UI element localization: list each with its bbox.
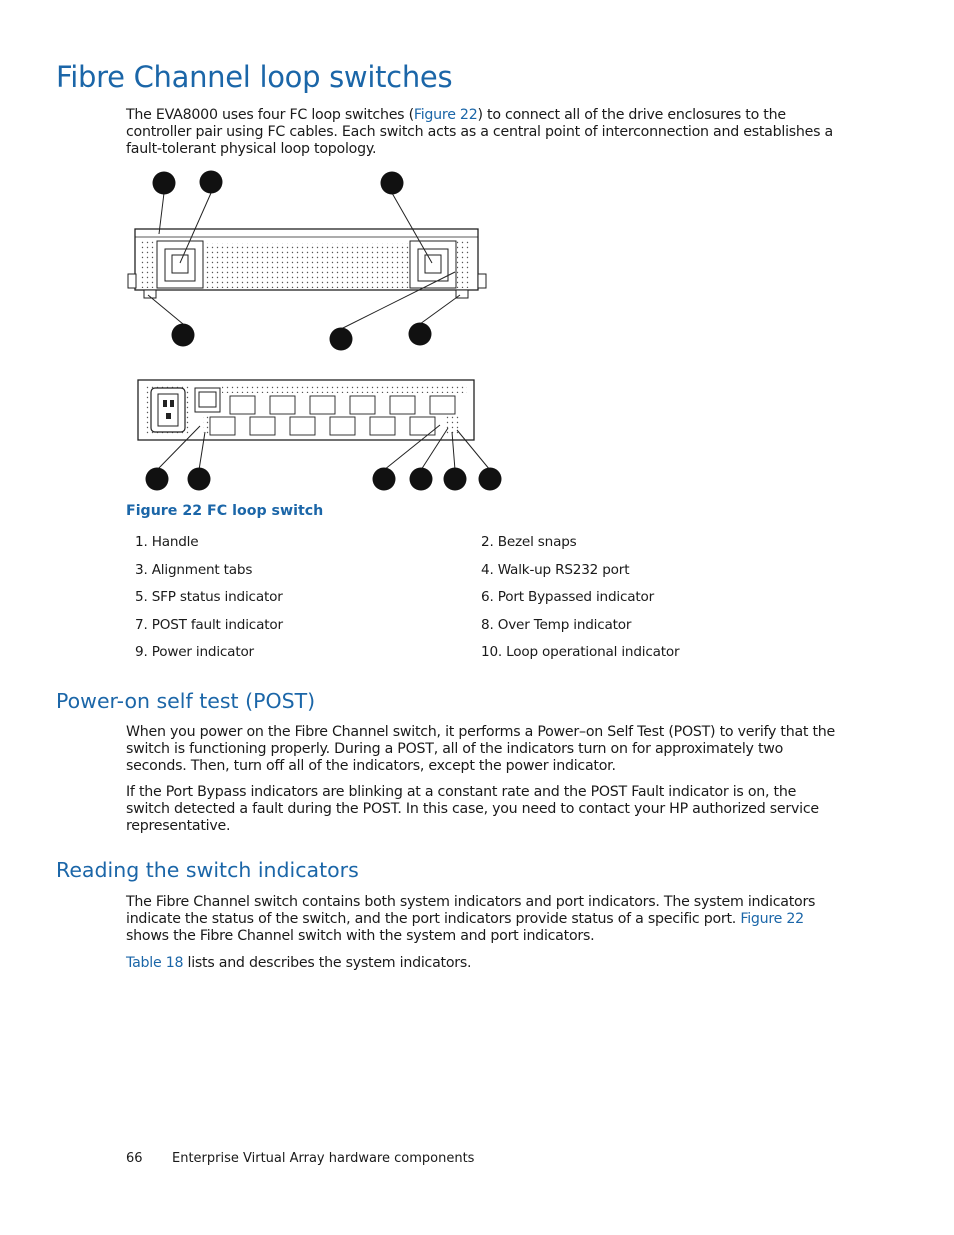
figure-22-link[interactable]: Figure 22 bbox=[740, 911, 804, 928]
reading-section-heading: Reading the switch indicators bbox=[56, 858, 359, 882]
reading-text-after: shows the Fibre Channel switch with the system and port indicators. bbox=[126, 928, 595, 945]
page-number: 66 bbox=[126, 1151, 143, 1166]
reading-text-after: lists and describes the system indicators. bbox=[183, 955, 472, 971]
switch-front-view bbox=[128, 229, 486, 298]
post-paragraph-1: When you power on the Fibre Channel switch, it performs a Power–on Self Test (POST) to verify that the switch is functioning properly. During a POST, all of the indicators turn on for approximately two seconds. Then, turn off all of the indicators, except the power indicator. bbox=[126, 724, 836, 775]
legend-item: 7. POST fault indicator bbox=[135, 616, 283, 633]
legend-item: 10. Loop operational indicator bbox=[481, 644, 680, 660]
figure-22-link[interactable]: Figure 22 bbox=[413, 107, 478, 123]
switch-rear-view bbox=[138, 380, 474, 440]
intro-text-after: ) to connect all of the drive enclosures to the controller pair using FC cables. Each switch acts as a central point of interconnection and establishes a fault-tolerant physical loop topology. bbox=[126, 107, 833, 158]
page-footer bbox=[126, 1151, 474, 1166]
legend-item: 3. Alignment tabs bbox=[135, 561, 253, 578]
reading-paragraph-1 bbox=[126, 894, 836, 946]
legend-item: 5. SFP status indicator bbox=[135, 589, 283, 605]
figure-caption: Figure 22 FC loop switch bbox=[126, 503, 324, 519]
legend-item: 6. Port Bypassed indicator bbox=[481, 589, 655, 605]
legend-item: 1. Handle bbox=[135, 534, 199, 550]
table-18-link[interactable]: Table 18 bbox=[126, 955, 184, 971]
intro-text-before: The EVA8000 uses four FC loop switches ( bbox=[126, 107, 414, 123]
rear-view-callouts bbox=[146, 468, 502, 491]
legend-item: 2. Bezel snaps bbox=[481, 534, 577, 550]
legend-item: 9. Power indicator bbox=[135, 644, 254, 660]
page-title: Fibre Channel loop switches bbox=[56, 60, 453, 94]
legend-item: 4. Walk-up RS232 port bbox=[481, 561, 630, 578]
fc-loop-switch-figure bbox=[0, 0, 954, 500]
figure-legend bbox=[126, 533, 826, 661]
post-section-heading: Power-on self test (POST) bbox=[56, 689, 316, 713]
legend-item: 8. Over Temp indicator bbox=[481, 616, 632, 633]
chapter-title: Enterprise Virtual Array hardware components bbox=[172, 1151, 475, 1166]
reading-paragraph-2 bbox=[126, 955, 836, 972]
post-paragraph-2: If the Port Bypass indicators are blinking at a constant rate and the POST Fault indicator is on, the switch detected a fault during the POST. In this case, you need to contact your HP authorized service representative. bbox=[126, 784, 819, 835]
reading-text-before: The Fibre Channel switch contains both system indicators and port indicators. The system indicators indicate the status of the switch, and the port indicators provide status of a specific port. bbox=[126, 894, 816, 928]
